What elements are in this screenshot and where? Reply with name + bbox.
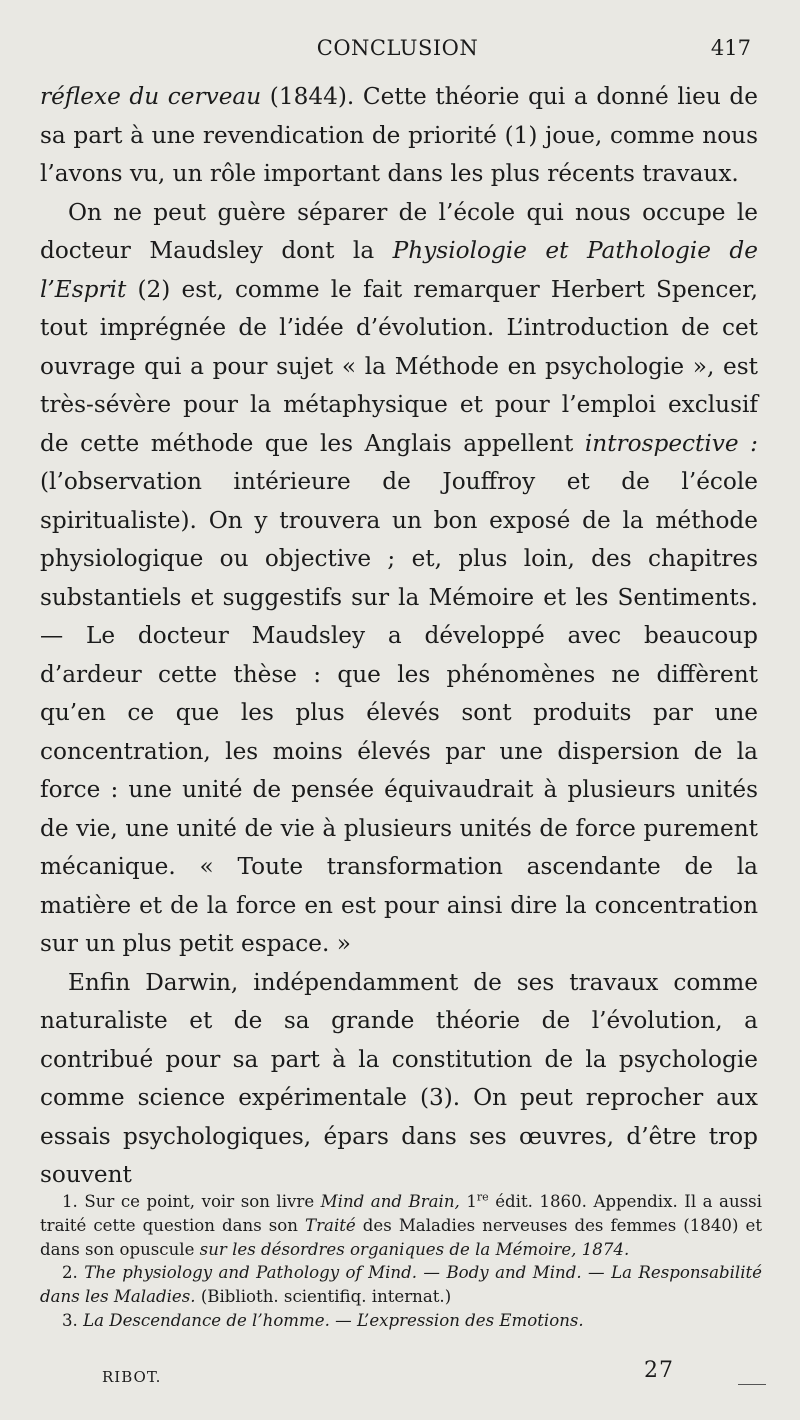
paragraph-2	[40, 194, 758, 964]
paragraph-3	[40, 964, 758, 1195]
paragraph-1	[40, 78, 758, 194]
footnote-1-text-b: 1	[459, 1192, 477, 1211]
footnote-1-title-desordres: sur les désordres organiques de la Mémoire, 1874.	[199, 1239, 630, 1259]
footnote-1-title-mind-brain: Mind and Brain,	[320, 1192, 460, 1211]
book-title-physiologie: Physiologie et Pathologie de l’Esprit	[40, 237, 758, 303]
footnote-1	[40, 1190, 762, 1261]
body-text	[40, 78, 758, 1195]
page-header	[40, 36, 755, 70]
footnote-1-text-d: des Maladies nerveuses des femmes (1840) et dans son opuscule	[40, 1215, 762, 1259]
footnote-2-titles: The physiology and Pathology of Mind. — Body and Mind. — La Responsabilité dans les Maladies.	[40, 1263, 762, 1307]
signature-line	[102, 1358, 752, 1390]
running-head: CONCLUSION	[316, 36, 479, 60]
paragraph-3-text: Enfin Darwin, indépendamment de ses travaux comme naturaliste et de sa grande théorie de l’évolution, a contribué pour sa part à la constitution de la psychologie comme science expérimentale (3). On peut reprocher aux essais psychologiques, épars dans ses œuvres, d’être trop souvent	[40, 968, 758, 1188]
footnotes	[40, 1190, 762, 1333]
footnote-3-number: 3.	[62, 1310, 84, 1330]
book-title-reflexe: réflexe du cerveau	[40, 83, 262, 110]
footnote-1-superscript: re	[476, 1190, 489, 1204]
term-introspective: introspective :	[584, 429, 758, 457]
signature-author: RIBOT.	[102, 1368, 162, 1386]
footnote-2-text: (Biblioth. scientifiq. internat.)	[195, 1287, 452, 1307]
signature-rule	[738, 1384, 766, 1385]
paragraph-1-text: (1844). Cette théorie qui a donné lieu de sa part à une revendication de priorité (1) joue, comme nous l’avons vu, un rôle important dans les plus récents travaux.	[40, 83, 758, 187]
footnote-3-titles: La Descendance de l’homme. — L’expression des Emotions.	[83, 1310, 584, 1330]
paragraph-2-text-c: (l’observation intérieure de Jouffroy et de l’école spiritualiste). On y trouvera un bon exposé de la méthode physiologique ou objective ; et, plus loin, des chapitres substantiels et suggestifs sur la Mémoire et les Sentiments. — Le docteur Maudsley a développé avec beaucoup d’ardeur cette thèse : que les phénomènes ne diffèrent qu’en ce que les plus élevés sont produits par une concentration, les moins élevés par une dispersion de la force : une unité de pensée équivaudrait à plusieurs unités de vie, une unité de vie à plusieurs unités de force purement mécanique. « Toute transformation ascendante de la matière et de la force en est pour ainsi dire la concentration sur un plus petit espace. »	[40, 468, 758, 957]
paragraph-2-text-b: (2) est, comme le fait remarquer Herbert Spencer, tout imprégnée de l’idée d’évolution. L’introduction de cet ouvrage qui a pour sujet « la Méthode en psychologie », est très-sévère pour la métaphysique et pour l’emploi exclusif de cette méthode que les Anglais appellent	[40, 275, 758, 457]
footnote-3	[40, 1309, 762, 1333]
footnote-1-text-a: 1. Sur ce point, voir son livre	[62, 1192, 321, 1211]
footnote-2	[40, 1261, 762, 1309]
footnote-1-title-traite: Traité	[305, 1215, 356, 1235]
footnote-1-text-c: édit. 1860. Appendix. Il a aussi traité cette question dans son	[40, 1192, 762, 1235]
footnote-2-number: 2.	[62, 1263, 85, 1283]
paragraph-2-text-a: On ne peut guère séparer de l’école qui nous occupe le docteur Maudsley dont la	[40, 198, 758, 264]
signature-sheet-number: 27	[644, 1358, 674, 1383]
page-number: 417	[710, 36, 751, 60]
